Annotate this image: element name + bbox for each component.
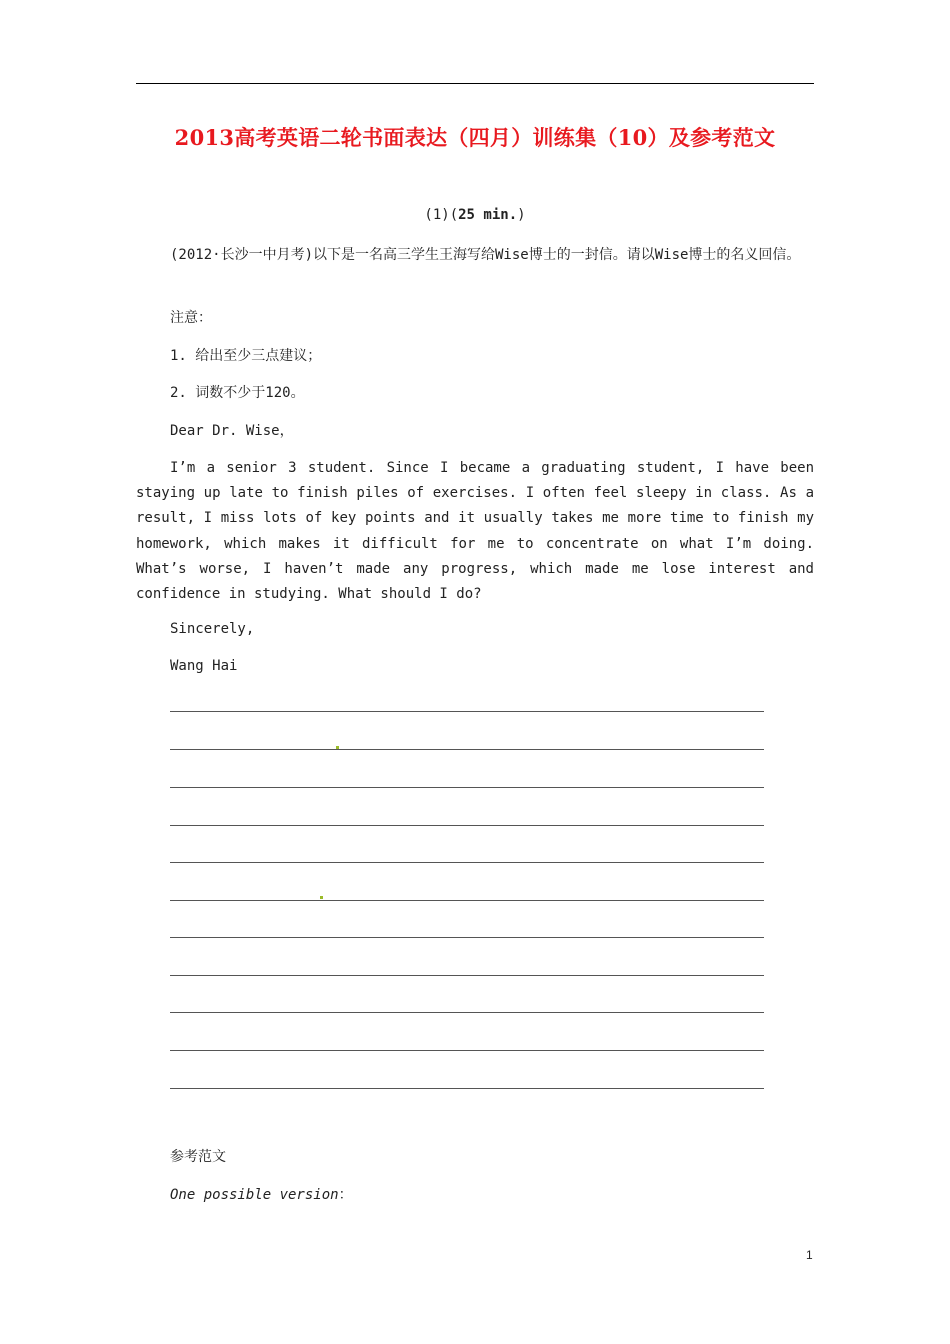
header-rule [136,83,814,84]
answer-version [170,1184,353,1204]
task-intro: (2012·长沙一中月考)以下是一名高三学生王海写给Wise博士的一封信。请以Wise博士的名义回信。 [170,247,801,263]
answer-version-text: One possible version [170,1187,339,1203]
writing-line [170,825,764,826]
answer-label: 参考范文 [170,1149,226,1165]
section-suffix: ) [517,207,526,223]
section-prefix: (1)( [424,207,459,223]
section-time: 25 min. [458,207,518,223]
writing-line [170,787,764,788]
notice-label: 注意： [170,310,212,326]
writing-line [170,1012,764,1013]
section-heading [0,207,950,223]
letter-greeting: Dear Dr. Wise， [170,423,294,439]
letter-closing: Sincerely, [170,621,255,637]
note-item: 1. 给出至少三点建议； [170,348,322,364]
writing-line [170,862,764,863]
writing-line [170,900,764,901]
writing-line [170,711,764,712]
writing-line [170,1050,764,1051]
writing-line [170,1088,764,1089]
letter-body: I’m a senior 3 student. Since I became a graduating student, I have been staying up late to finish piles of exercises. I often feel sleepy in class. As a result, I miss lots of key points and it usually takes me more time to finish my homework, which makes it difficult for me to concentrate on what I’m doing. What’s worse, I haven’t made any progress, which made me lose interest and confidence in studying. What should I do? [136,460,814,603]
page-number: 1 [806,1248,813,1262]
note-item: 2. 词数不少于120。 [170,385,305,401]
speck-mark [336,746,339,749]
writing-line [170,975,764,976]
speck-mark [320,896,323,899]
answer-version-colon: ： [338,1187,353,1203]
writing-line [170,749,764,750]
document-title: 2013高考英语二轮书面表达（四月）训练集（10）及参考范文 [174,125,776,150]
letter-signature: Wang Hai [170,658,238,674]
writing-line [170,937,764,938]
